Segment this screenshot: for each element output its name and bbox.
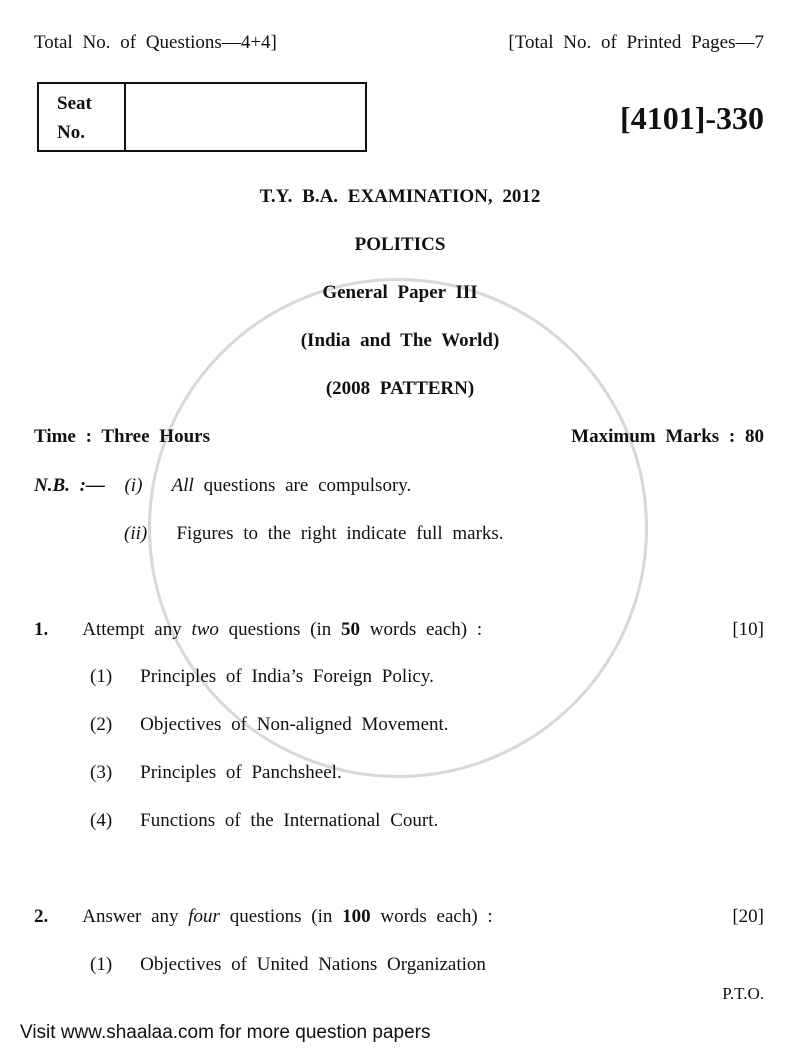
list-item: (1) Principles of India’s Foreign Policy. xyxy=(90,666,434,687)
question-2-marks: [20] xyxy=(732,906,764,927)
seat-label: Seat No. xyxy=(57,93,92,143)
subject: POLITICS xyxy=(354,234,446,255)
paper-topic: (India and The World) xyxy=(300,330,500,351)
seat-number-box xyxy=(37,82,367,152)
exam-title: T.Y. B.A. EXAMINATION, 2012 xyxy=(259,186,541,207)
question-1-marks: [10] xyxy=(732,619,764,640)
nb-line-2: (ii) Figures to the right indicate full marks. xyxy=(124,523,504,544)
question-1: 1. Attempt any two questions (in 50 words each) : xyxy=(34,619,483,640)
list-item: (1) Objectives of United Nations Organization xyxy=(90,954,486,975)
pto: P.T.O. xyxy=(722,984,764,1003)
time: Time : Three Hours xyxy=(34,426,210,447)
list-item: (2) Objectives of Non-aligned Movement. xyxy=(90,714,449,735)
nb-line-1: N.B. :— (i) All questions are compulsory. xyxy=(34,475,412,496)
list-item: (3) Principles of Panchsheel. xyxy=(90,762,342,783)
seat-divider xyxy=(124,84,126,150)
total-questions: Total No. of Questions—4+4] xyxy=(34,32,277,53)
total-pages: [Total No. of Printed Pages—7 xyxy=(508,32,764,53)
footer-link[interactable]: Visit www.shaalaa.com for more question papers xyxy=(20,1022,431,1043)
max-marks: Maximum Marks : 80 xyxy=(571,426,764,447)
list-item: (4) Functions of the International Court. xyxy=(90,810,439,831)
question-2: 2. Answer any four questions (in 100 words each) : xyxy=(34,906,493,927)
paper-name: General Paper III xyxy=(322,282,478,303)
paper-code: [4101]-330 xyxy=(620,100,764,136)
pattern: (2008 PATTERN) xyxy=(325,378,475,399)
